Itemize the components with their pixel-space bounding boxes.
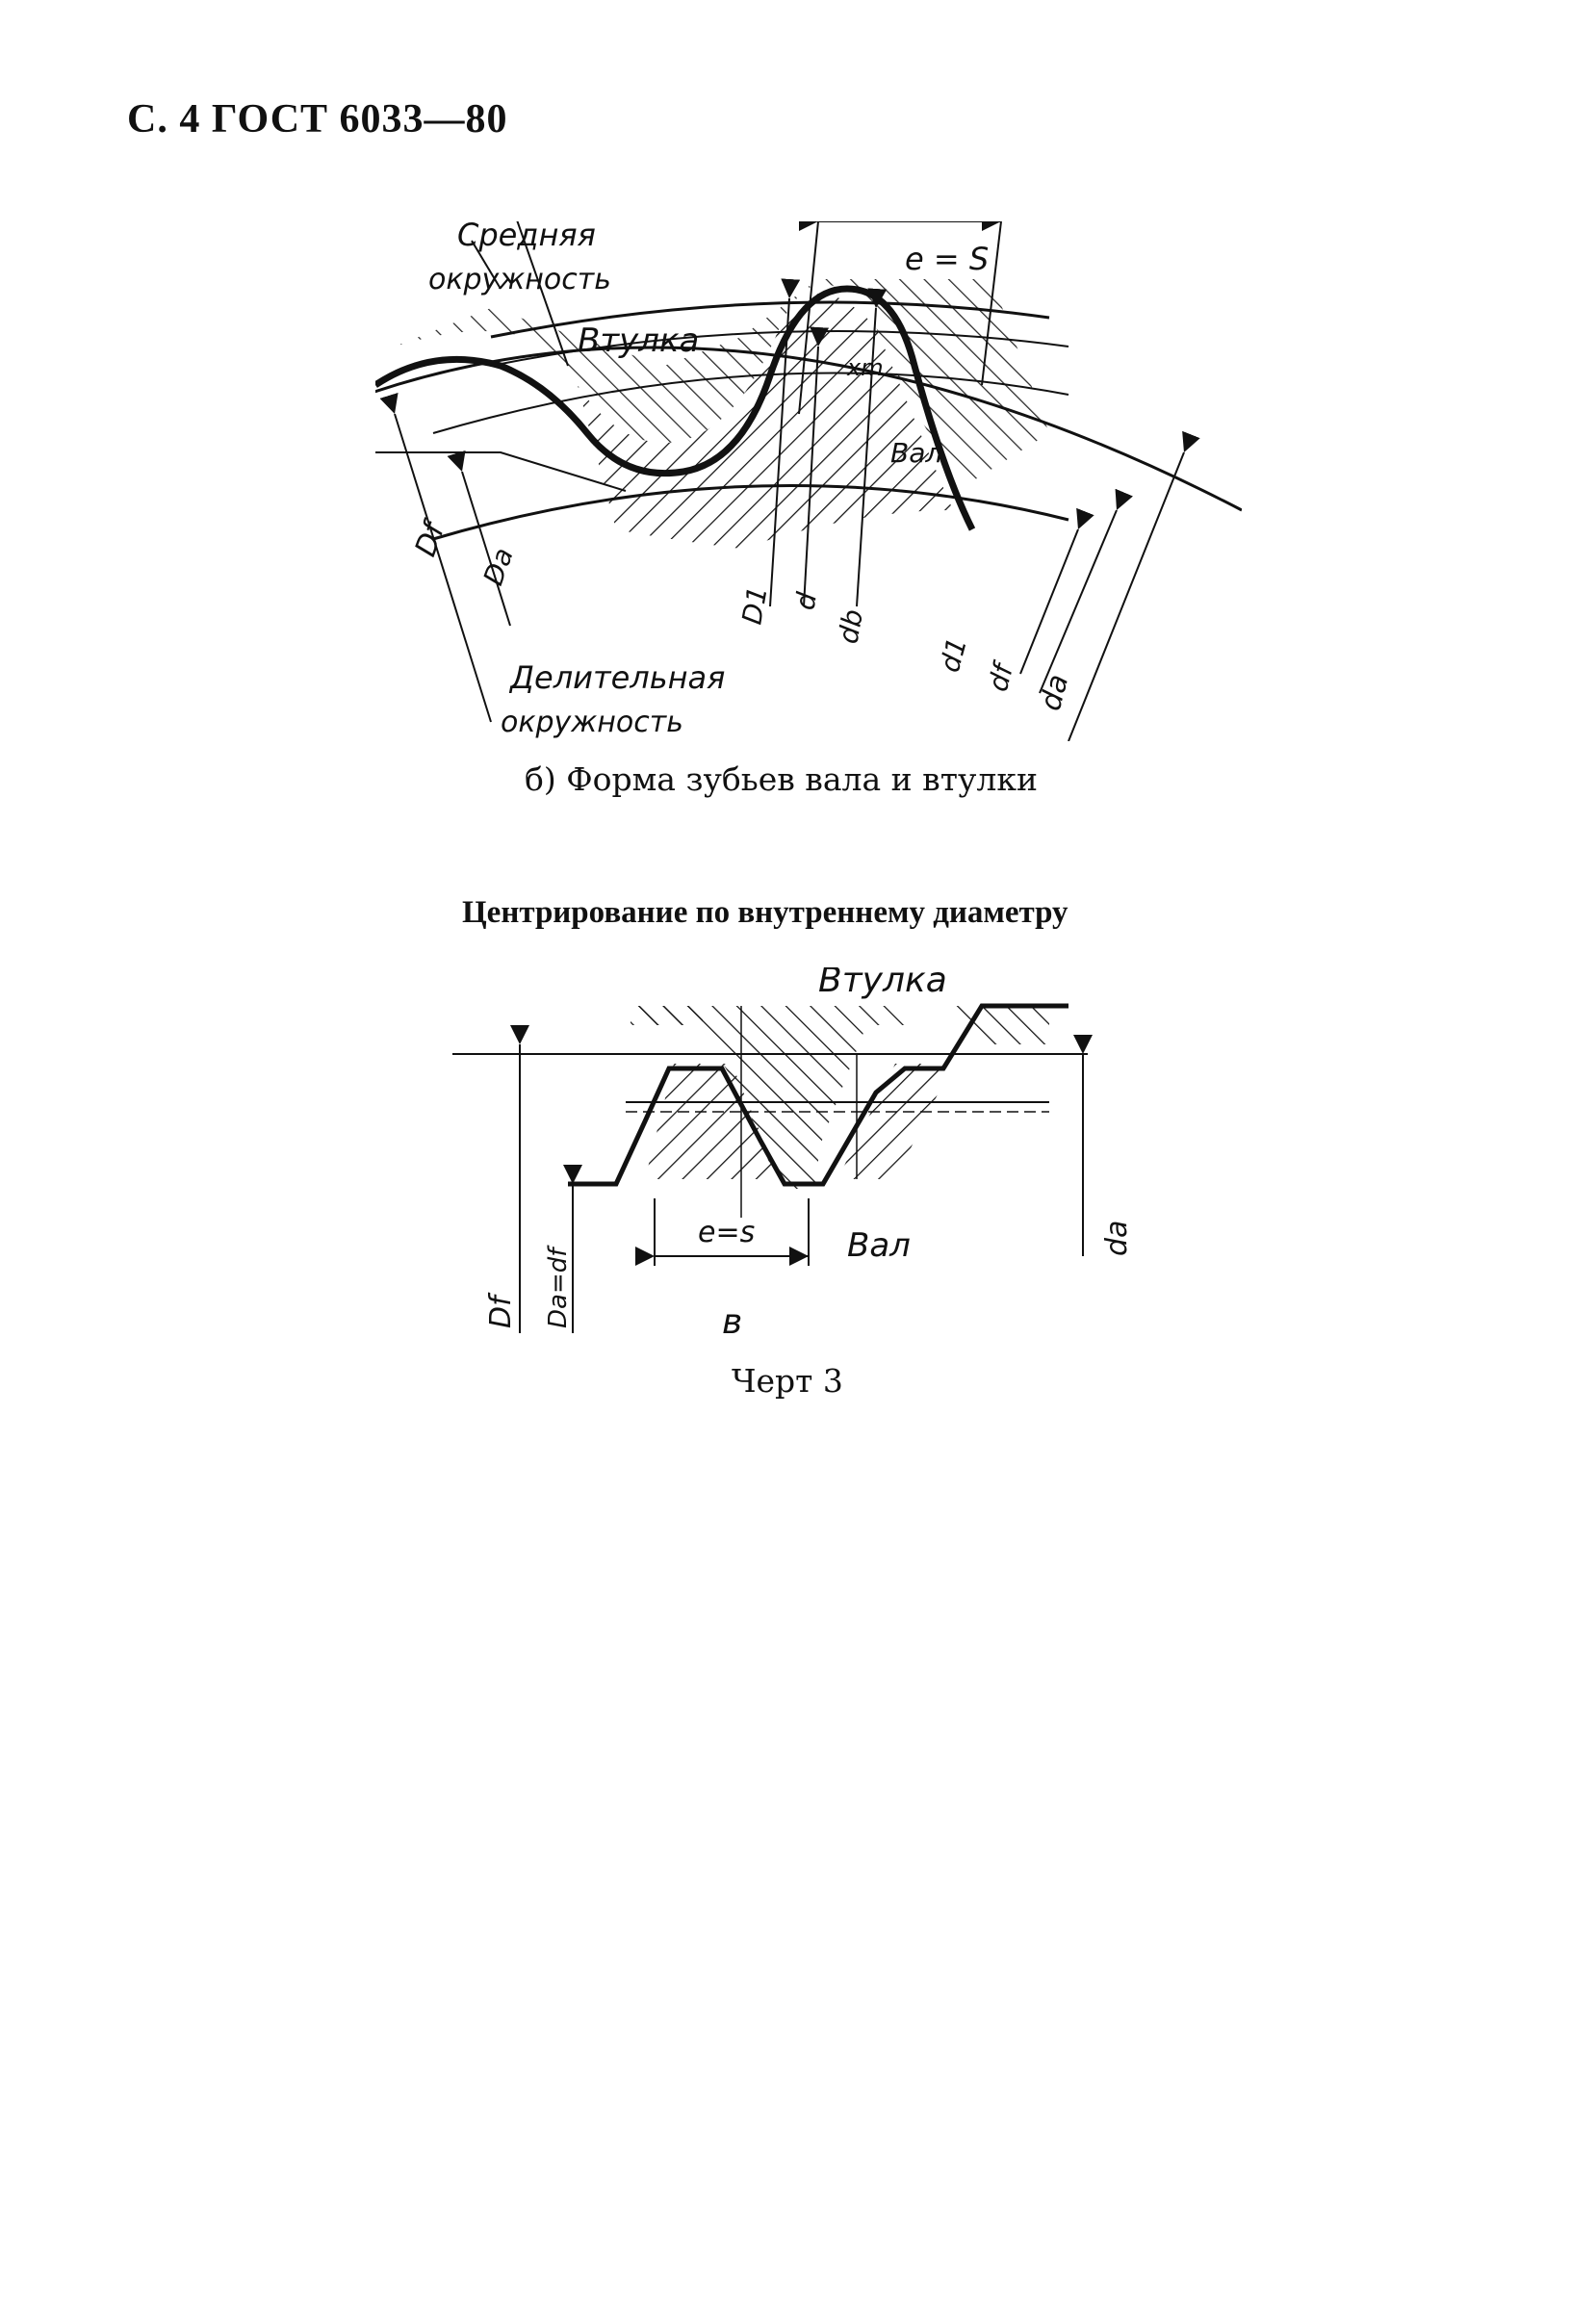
label-xm: xm	[847, 354, 884, 381]
label-e-s: e = S	[905, 241, 990, 277]
label-letter-v: в	[722, 1302, 743, 1342]
label-df: df	[981, 660, 1019, 695]
label-bushing: Втулка	[578, 322, 700, 360]
label-d: d	[788, 589, 823, 613]
page-header: С. 4 ГОСТ 6033—80	[127, 97, 508, 141]
figure-caption: Черт 3	[732, 1362, 843, 1400]
label-da: da	[1033, 670, 1076, 715]
figure-b-caption: б) Форма зубьев вала и втулки	[525, 760, 1038, 798]
label-Df: Df	[408, 519, 452, 561]
label-Da: Da	[476, 543, 520, 590]
label-d1: d1	[933, 633, 973, 676]
label-shaft-v: Вал	[847, 1226, 911, 1265]
label-da-v: da	[1100, 1220, 1134, 1256]
label-shaft: Вал	[890, 437, 943, 469]
tooth-form-drawing	[375, 221, 1242, 741]
label-pitch-circle-2: окружность	[501, 706, 683, 739]
label-Da-df-v: Da=df	[544, 1248, 573, 1328]
label-bushing-v: Втулка	[818, 967, 947, 1000]
label-mid-circle-1: Средняя	[457, 221, 596, 253]
centering-drawing	[452, 967, 1146, 1343]
label-mid-circle-2: окружность	[428, 263, 611, 296]
label-Df-v: Df	[484, 1296, 518, 1328]
label-e-s-v: e=s	[698, 1216, 756, 1249]
label-db: db	[832, 606, 870, 647]
label-pitch-circle-1: Делительная	[510, 659, 726, 696]
label-D1: D1	[735, 583, 774, 628]
section-title: Центрирование по внутреннему диаметру	[462, 895, 1068, 930]
